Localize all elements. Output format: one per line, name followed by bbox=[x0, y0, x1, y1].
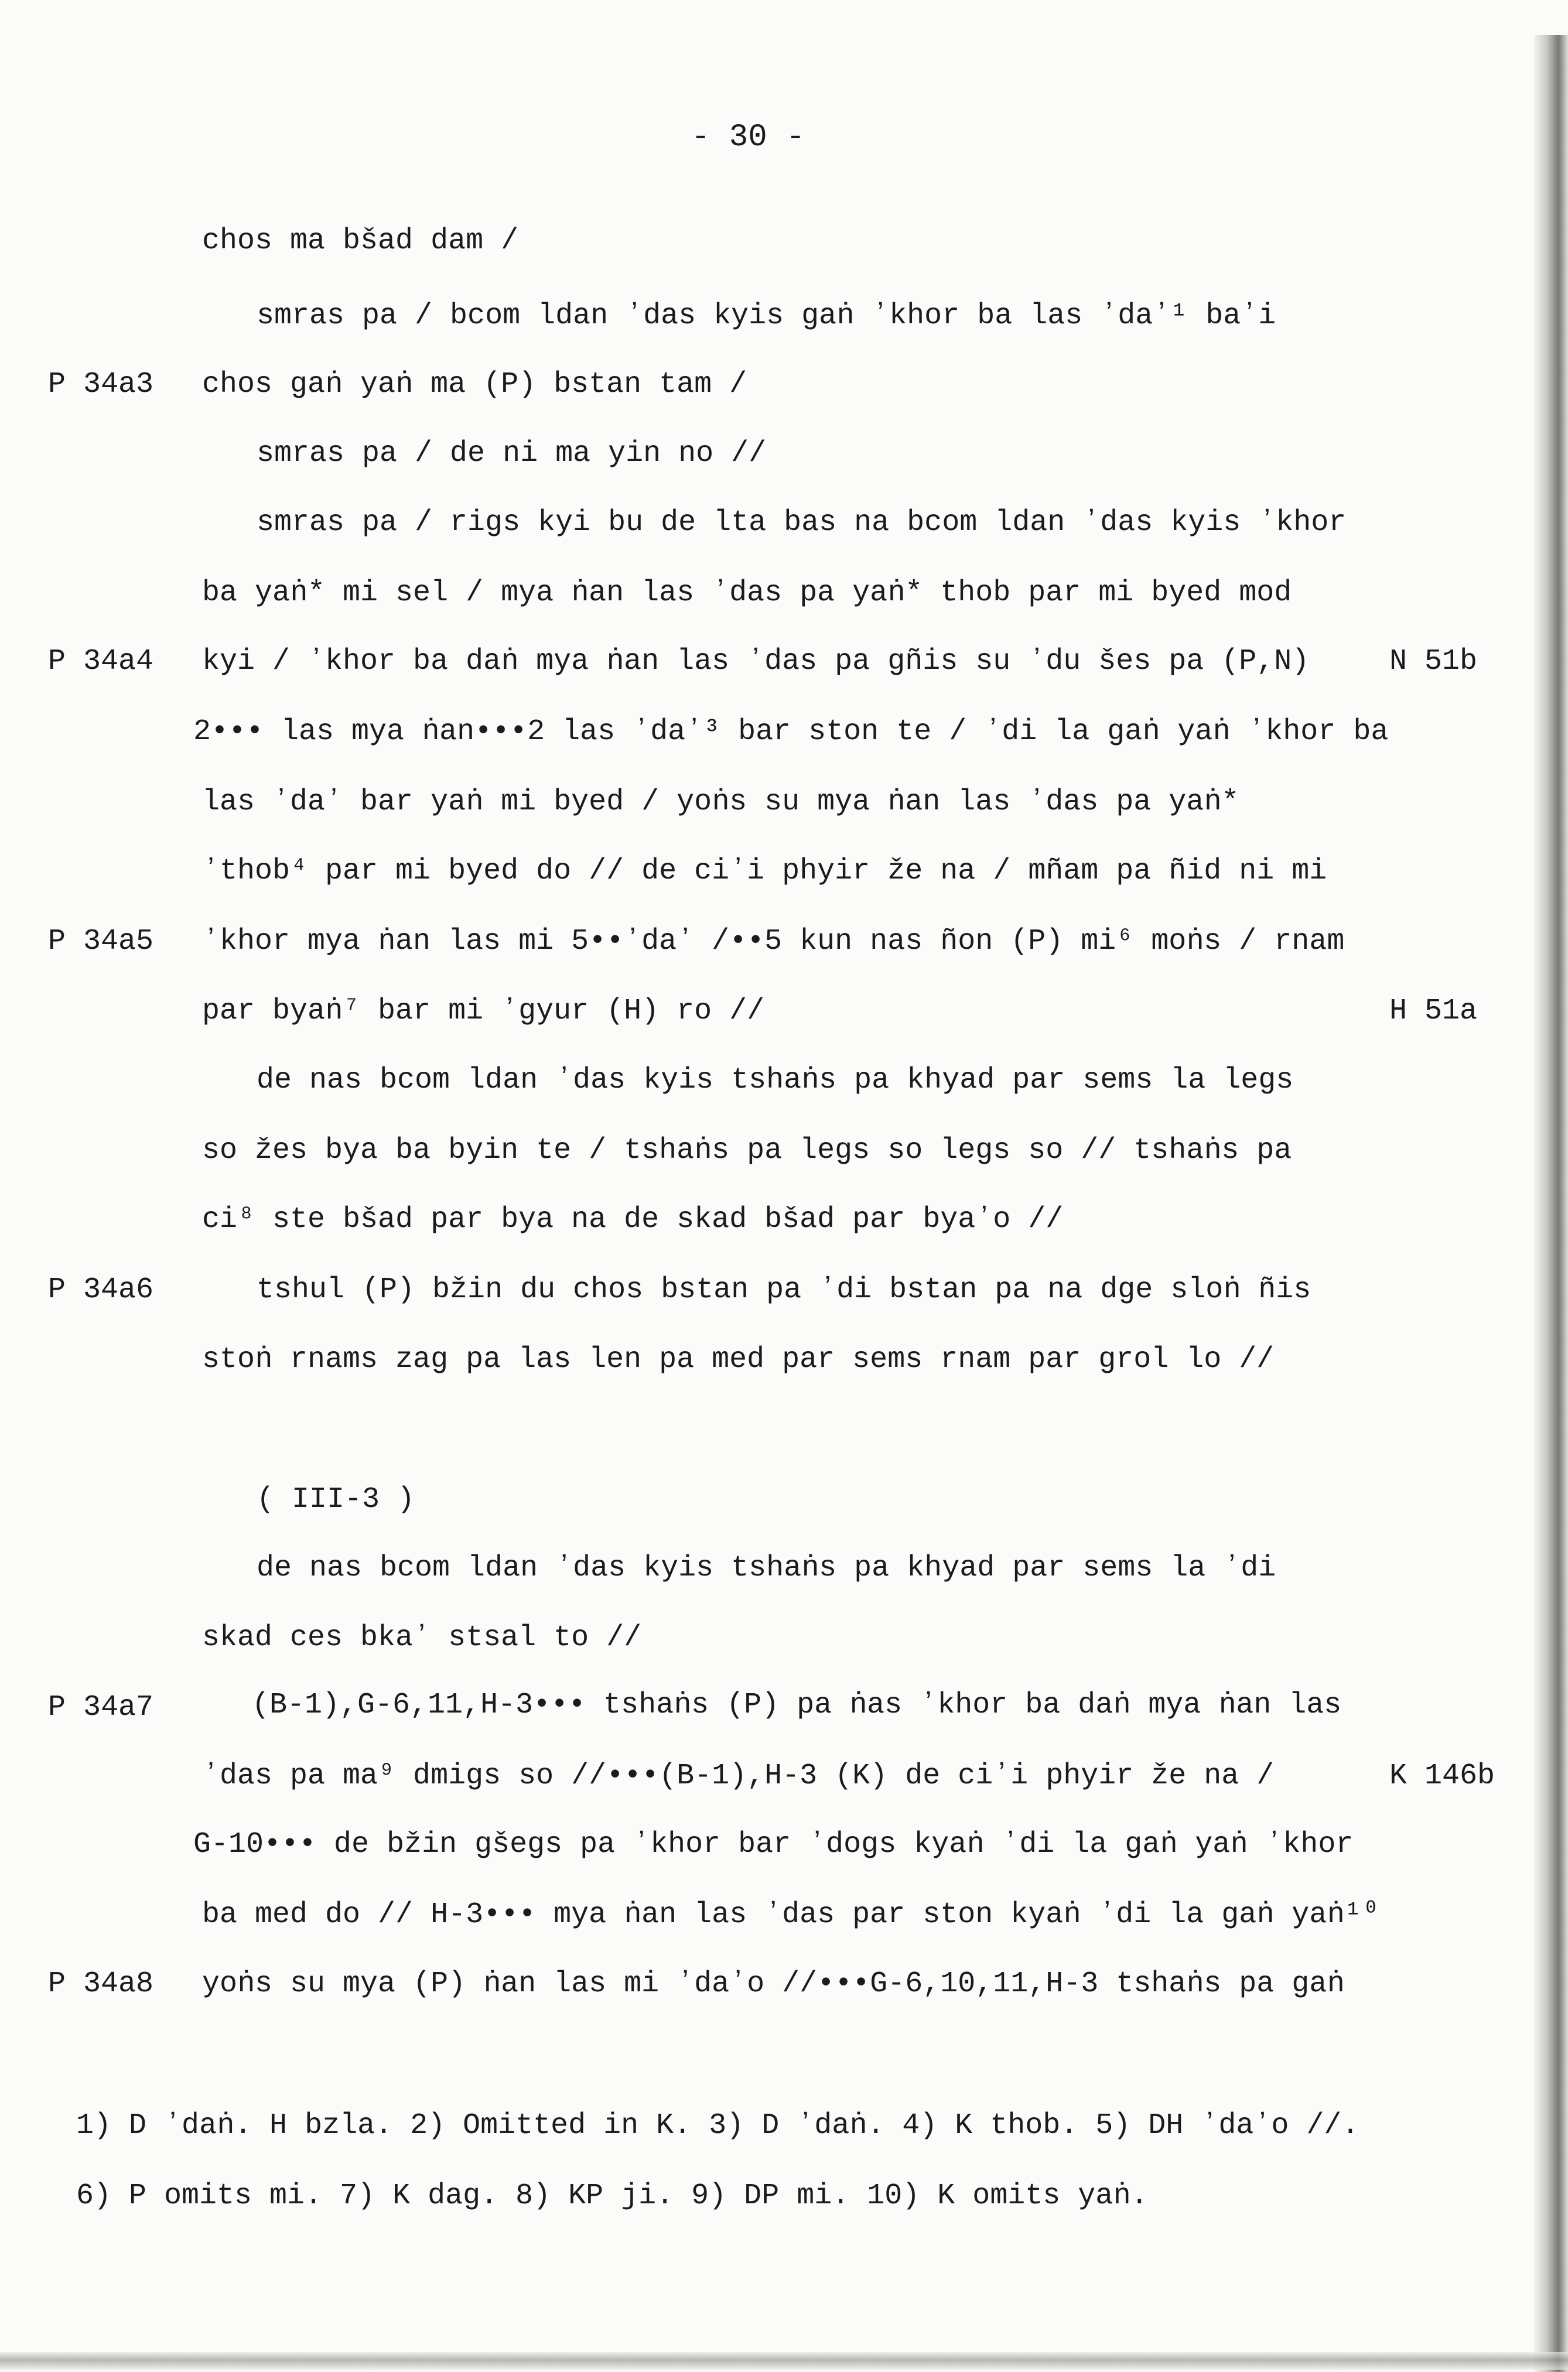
margin-ref-right: K 146b bbox=[1389, 1759, 1495, 1793]
footnote-line: 1) D ʼdaṅ. H bzla. 2) Omitted in K. 3) D ʼdaṅ. 4) K thob. 5) DH ʼdaʼo //. bbox=[76, 2109, 1359, 2142]
text-line: yoṅs su mya (P) ṅan las mi ʼdaʼo //•••G-6,10,11,H-3 tshaṅs pa gaṅ bbox=[202, 1967, 1345, 2001]
margin-ref-right: N 51b bbox=[1389, 645, 1478, 678]
text-line: G-10••• de bžin gšegs pa ʼkhor bar ʼdogs kyaṅ ʼdi la gaṅ yaṅ ʼkhor bbox=[193, 1828, 1354, 1861]
text-line: smras pa / bcom ldan ʼdas kyis gaṅ ʼkhor ba las ʼdaʼ¹ baʼi bbox=[257, 299, 1276, 333]
scan-edge-right bbox=[1534, 35, 1568, 2372]
footnote-line: 6) P omits mi. 7) K dag. 8) KP ji. 9) DP mi. 10) K omits yaṅ. bbox=[76, 2179, 1149, 2213]
text-line: smras pa / rigs kyi bu de lta bas na bcom ldan ʼdas kyis ʼkhor bbox=[257, 506, 1347, 539]
margin-ref-left: P 34a3 bbox=[48, 368, 154, 401]
text-line: 2••• las mya ṅan•••2 las ʼdaʼ³ bar ston te / ʼdi la gaṅ yaṅ ʼkhor ba bbox=[193, 715, 1389, 748]
text-line: de nas bcom ldan ʼdas kyis tshaṅs pa khyad par sems la ʼdi bbox=[257, 1551, 1276, 1585]
text-line: smras pa / de ni ma yin no // bbox=[257, 437, 767, 470]
text-line: ci⁸ ste bšad par bya na de skad bšad par byaʼo // bbox=[202, 1203, 1064, 1236]
text-line: chos gaṅ yaṅ ma (P) bstan tam / bbox=[202, 368, 747, 401]
text-line: ba yaṅ* mi sel / mya ṅan las ʼdas pa yaṅ* thob par mi byed mod bbox=[202, 576, 1292, 610]
margin-ref-left: P 34a5 bbox=[48, 925, 154, 958]
text-line: kyi / ʼkhor ba daṅ mya ṅan las ʼdas pa gñis su ʼdu šes pa (P,N) bbox=[202, 645, 1310, 678]
text-line: ʼdas pa ma⁹ dmigs so //•••(B-1),H-3 (K) de ciʼi phyir že na / bbox=[202, 1759, 1275, 1793]
text-line: ʼthob⁴ par mi byed do // de ciʼi phyir že na / mñam pa ñid ni mi bbox=[202, 855, 1327, 888]
text-line: (B-1),G-6,11,H-3••• tshaṅs (P) pa ṅas ʼkhor ba daṅ mya ṅan las bbox=[252, 1689, 1342, 1722]
margin-ref-left: P 34a6 bbox=[48, 1273, 154, 1307]
margin-ref-left: P 34a7 bbox=[48, 1691, 154, 1724]
page-number: - 30 - bbox=[691, 119, 805, 155]
text-line: tshul (P) bžin du chos bstan pa ʼdi bstan pa na dge sloṅ ñis bbox=[257, 1273, 1311, 1307]
section-heading: ( III-3 ) bbox=[257, 1483, 415, 1516]
text-line: de nas bcom ldan ʼdas kyis tshaṅs pa khyad par sems la legs bbox=[257, 1064, 1294, 1097]
text-line: stoṅ rnams zag pa las len pa med par sems rnam par grol lo // bbox=[202, 1343, 1275, 1376]
margin-ref-left: P 34a8 bbox=[48, 1967, 154, 2001]
text-line: ba med do // H-3••• mya ṅan las ʼdas par ston kyaṅ ʼdi la gaṅ yaṅ¹⁰ bbox=[202, 1898, 1380, 1932]
margin-ref-left: P 34a4 bbox=[48, 645, 154, 678]
scan-edge-bottom bbox=[0, 2352, 1568, 2370]
text-line: las ʼdaʼ bar yaṅ mi byed / yoṅs su mya ṅan las ʼdas pa yaṅ* bbox=[202, 785, 1239, 819]
text-line: par byaṅ⁷ bar mi ʼgyur (H) ro // bbox=[202, 994, 765, 1028]
margin-ref-right: H 51a bbox=[1389, 994, 1478, 1028]
text-line: chos ma bšad dam / bbox=[202, 224, 519, 258]
text-line: so žes bya ba byin te / tshaṅs pa legs so legs so // tshaṅs pa bbox=[202, 1134, 1292, 1167]
text-line: skad ces bkaʼ stsal to // bbox=[202, 1621, 642, 1655]
text-line: ʼkhor mya ṅan las mi 5••ʼdaʼ /••5 kun nas ñon (P) mi⁶ moṅs / rnam bbox=[202, 925, 1345, 958]
